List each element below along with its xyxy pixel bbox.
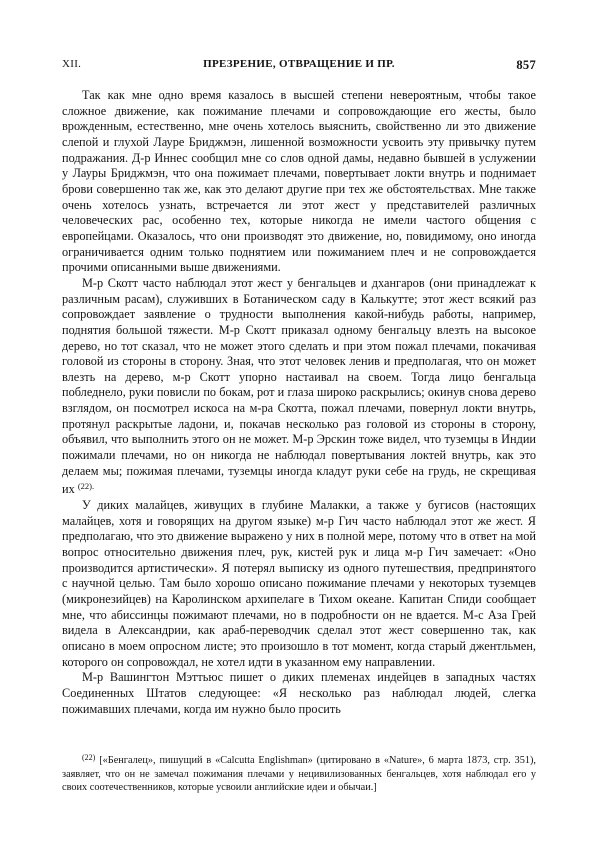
paragraph [62,276,536,498]
paragraph: М-р Вашингтон Мэттьюс пишет о диких племенах индейцев в западных частях Соединенных Штатов следующее: «Я несколько раз наблюдал людей, слегка пожимавших плечами, когда им нужно было просить [62,670,536,716]
main-text [62,88,536,717]
paragraph-text: М-р Скотт часто наблюдал этот жест у бенгальцев и дхангаров (они принадлежат к различным расам), служивших в Ботаническом саду в Калькутте; этот жест всякий раз сопровождает заявление о трудности выполнения какой-нибудь работы, например, поднятия большой тяжести. М-р Скотт приказал одному бенгальцу влезть на высокое дерево, но тот сказал, что не может этого сделать и при этом пожал плечами, покачивая головой из стороны в сторону. Зная, что этот человек ленив и предполагая, что он может влезть на дерево, м-р Скотт упорно настаивал на своем. Тогда лицо бенгальца побледнело, руки повисли по бокам, рот и глаза широко раскрылись; окинув снова дерево взглядом, он посмотрел искоса на м-ра Скотта, пожал плечами, повернул локти внутрь, протянул раскрытые ладони, и, покачав несколько раз головой из стороны в сторону, объявил, что выполнить этого он не может. М-р Эрскин тоже видел, что туземцы в Индии пожимали плечами, но он никогда не наблюдал повертывания локтей внутрь, как это делаем мы; пожимая плечами, туземцы иногда кладут руки себе на грудь, не скрещивая их [62,275,536,497]
paragraph: Так как мне одно время казалось в высшей степени невероятным, чтобы такое сложное движение, как пожимание плечами и сопровождающие его жесты, было врожденным, естественно, мне очень хотелось выяснить, свойственно ли это движение слепой и глухой Лауре Бриджмэн, лишенной возможности усвоить эту привычку путем подражания. Д-р Иннес сообщил мне со слов одной дамы, недавно бывшей в услужении у Лауры Бриджмэн, что она пожимает плечами, повертывает локти внутрь и поднимает брови совершенно так же, как это делают другие при тех же обстоятельствах. Мне также очень хотелось узнать, встречается ли этот жест у представителей различных человеческих рас, особенно тех, которые никогда не имели частого общения с европейцами. Оказалось, что они производят это движение, но, повидимому, оно иногда ограничивается одним только поднятием или пожиманием плеч и не сопровождается прочими описанными выше движениями. [62,88,536,275]
running-title: ПРЕЗРЕНИЕ, ОТВРАЩЕНИЕ И ПР. [203,58,395,70]
page-number: 857 [516,58,536,72]
chapter-number: XII. [62,58,82,70]
paragraph: У диких малайцев, живущих в глубине Малакки, а также у бугисов (настоящих малайцев, хотя и говорящих на другом языке) м-р Гич часто наблюдал этот же жест. Я предполагаю, что это движение выражено у них в полной мере, потому что в ответ на мой вопрос относительно движения плеч, рук, кистей рук и лица м-р Гич замечает: «Оно производится артистически». Я потерял выписку из одного путешествия, предпринятого с научной целью. Там было хорошо описано пожимание плечами у некоторых туземцев (микронезийцев) на Каролинском архипелаге в Тихом океане. Капитан Спиди сообщает мне, что абиссинцы пожимают плечами, но в подробности он не вдается. М-с Аза Грей видела в Александрии, как араб-переводчик сделал этот жест совершенно так, как описано в моем опросном листе; это произошло в тот момент, когда старый джентльмен, которого он сопровождал, не хотел идти в указанном ему направлении. [62,498,536,669]
running-header [62,58,536,74]
footnote-paragraph [62,751,536,795]
footnote-mark: (22) [82,753,96,762]
footnote [62,751,536,795]
footnote-text: [«Бенгалец», пишущий в «Calcutta Englishman» (цитировано в «Nature», 6 марта 1873, стр. 351), заявляет, что он не замечал пожимания плечами у нецивилизованных бенгальцев, хотя наблюдал его у своих соотечественников, которые усвоили английские идеи и обычаи.] [62,755,536,794]
footnote-reference: (22). [77,481,95,492]
